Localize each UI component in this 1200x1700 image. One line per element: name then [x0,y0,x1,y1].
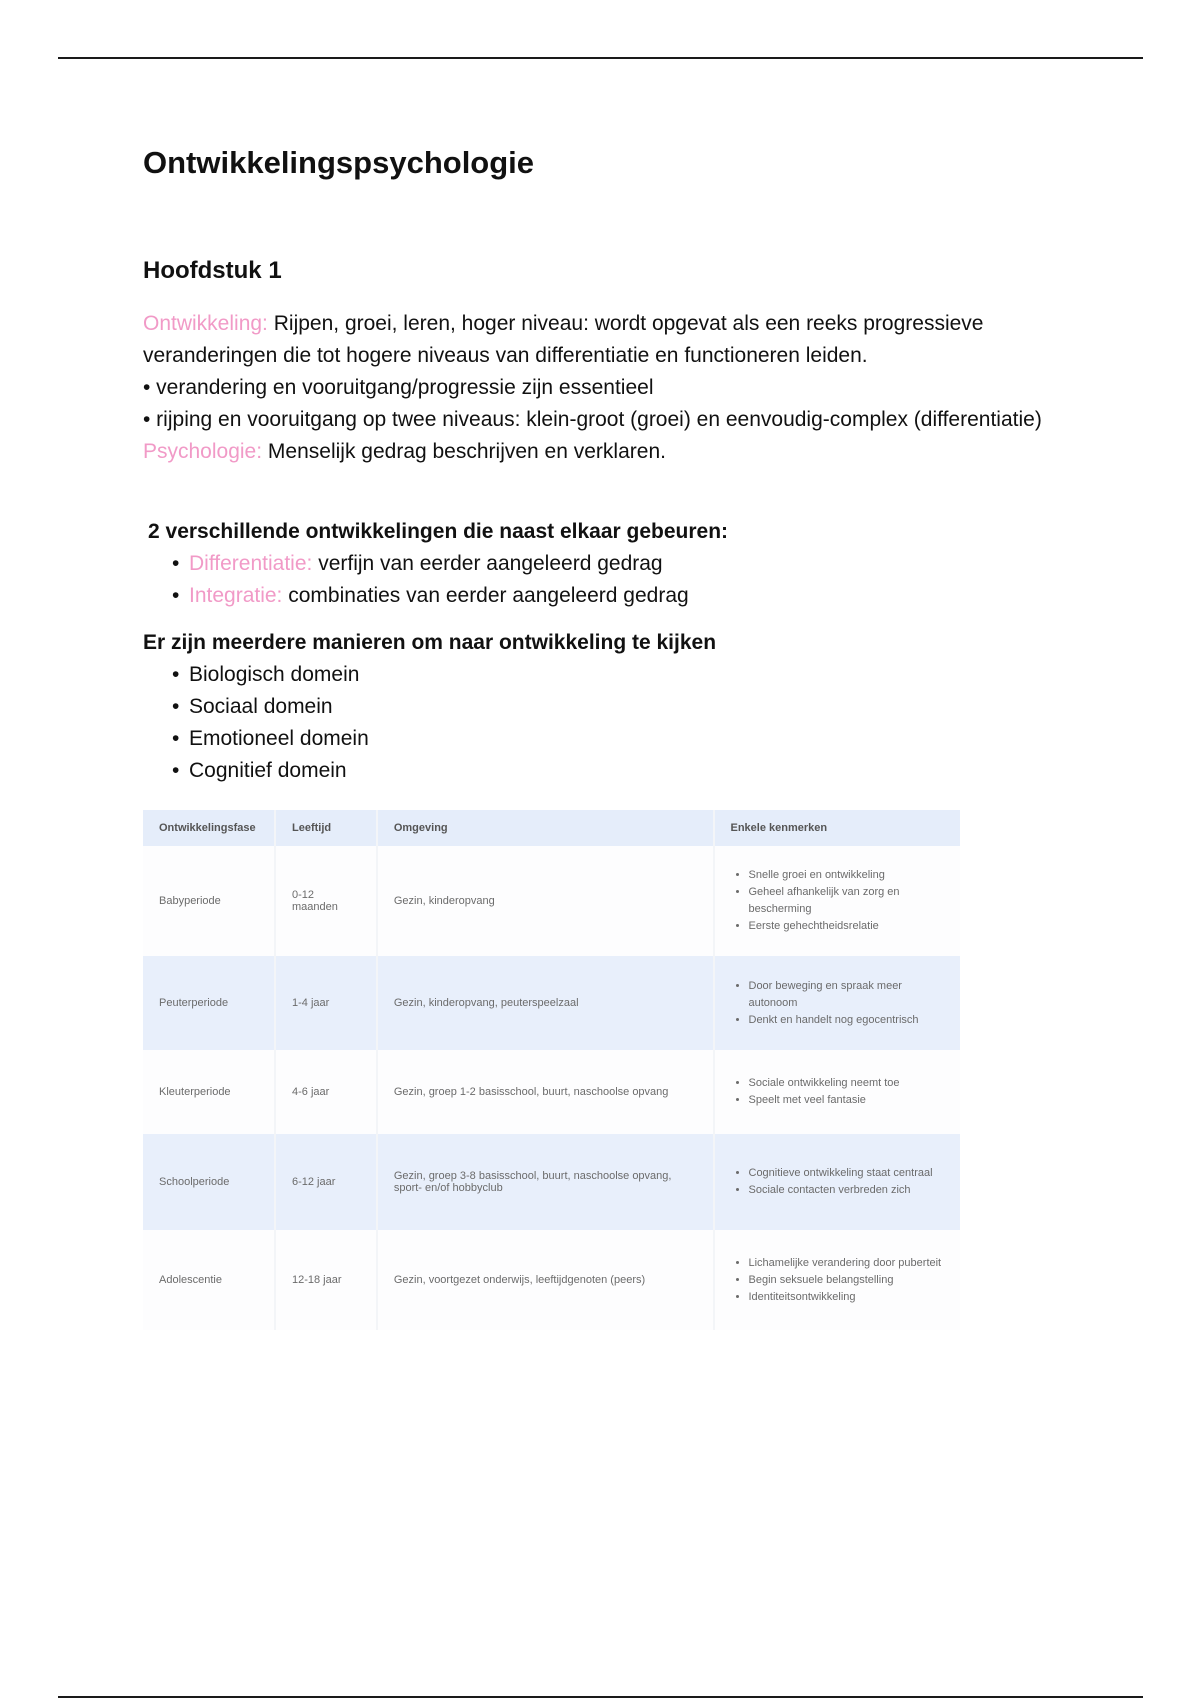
chapter-heading: Hoofdstuk 1 [143,257,282,284]
table-row [143,1230,960,1330]
table-cell-fase: Schoolperiode [143,1134,275,1230]
footer-rule [58,1696,1143,1698]
table-row [143,956,960,1050]
table-cell-omgeving: Gezin, kinderopvang, peuterspeelzaal [377,956,714,1050]
definitions-block [143,308,1043,468]
document-title: Ontwikkelingspsychologie [143,145,535,180]
section-three-heading: Er zijn meerdere manieren om naar ontwikkeling te kijken [143,631,717,654]
table-row [143,1050,960,1134]
kenmerk-item: • Identiteitsontwikkeling [749,1289,945,1306]
table-cell-kenmerken [714,1050,961,1134]
kenmerk-item: • Snelle groei en ontwikkeling [749,867,945,884]
kenmerk-item: • Speelt met veel fantasie [749,1092,945,1109]
list-item-text: combinaties van eerder aangeleerd gedrag [288,584,689,607]
table-cell-leeftijd: 4-6 jaar [275,1050,377,1134]
list-item: • Emotioneel domein [143,723,1043,755]
table-cell-kenmerken [714,1134,961,1230]
table-header-cell: Omgeving [377,810,714,846]
term-psychologie: Psychologie: [143,440,263,463]
table-header-cell: Enkele kenmerken [714,810,961,846]
section-two-developments [143,516,1043,612]
table-cell-fase: Adolescentie [143,1230,275,1330]
definition-bullet: • verandering en vooruitgang/progressie zijn essentieel [143,376,654,399]
list-item: • Sociaal domein [143,691,1043,723]
table-cell-leeftijd: 0-12 maanden [275,846,377,956]
term-integratie: Integratie: [189,584,283,607]
table-cell-leeftijd: 1-4 jaar [275,956,377,1050]
list-item: • Biologisch domein [143,659,1043,691]
section-two-heading: 2 verschillende ontwikkelingen die naast elkaar gebeuren: [148,520,729,543]
development-phases-table [143,810,960,1330]
table-cell-kenmerken [714,1230,961,1330]
table-row [143,1134,960,1230]
kenmerk-item: • Door beweging en spraak meer autonoom [749,978,945,1012]
kenmerk-item: • Denkt en handelt nog egocentrisch [749,1012,945,1029]
table-row [143,846,960,956]
kenmerk-item: • Sociale ontwikkeling neemt toe [749,1075,945,1092]
table-cell-omgeving: Gezin, groep 3-8 basisschool, buurt, naschoolse opvang, sport- en/of hobbyclub [377,1134,714,1230]
table-header-cell: Ontwikkelingsfase [143,810,275,846]
list-item [143,548,1043,580]
table-cell-fase: Peuterperiode [143,956,275,1050]
table-header-cell: Leeftijd [275,810,377,846]
section-domains [143,627,1043,787]
table-cell-omgeving: Gezin, groep 1-2 basisschool, buurt, naschoolse opvang [377,1050,714,1134]
kenmerk-item: • Cognitieve ontwikkeling staat centraal [749,1165,945,1182]
table-cell-leeftijd: 6-12 jaar [275,1134,377,1230]
kenmerk-item: • Begin seksuele belangstelling [749,1272,945,1289]
table-cell-kenmerken [714,846,961,956]
term-ontwikkeling: Ontwikkeling: [143,312,268,335]
section-two-list [143,548,1043,612]
term-differentiatie: Differentiatie: [189,552,313,575]
kenmerk-item: • Geheel afhankelijk van zorg en bescherming [749,884,945,918]
table-cell-fase: Babyperiode [143,846,275,956]
list-item [143,580,1043,612]
list-item-text: verfijn van eerder aangeleerd gedrag [318,552,663,575]
table-cell-fase: Kleuterperiode [143,1050,275,1134]
table-cell-omgeving: Gezin, voortgezet onderwijs, leeftijdgenoten (peers) [377,1230,714,1330]
kenmerk-item: • Eerste gehechtheidsrelatie [749,918,945,935]
kenmerk-item: • Sociale contacten verbreden zich [749,1182,945,1199]
header-rule [58,57,1143,59]
table-cell-omgeving: Gezin, kinderopvang [377,846,714,956]
table-header-row [143,810,960,846]
definition-bullet: • rijping en vooruitgang op twee niveaus: klein-groot (groei) en eenvoudig-complex (differentiatie) [143,408,1042,431]
definition-ontwikkeling [143,308,1043,372]
list-item: • Cognitief domein [143,755,1043,787]
domain-list [143,659,1043,787]
table-cell-leeftijd: 12-18 jaar [275,1230,377,1330]
kenmerk-item: • Lichamelijke verandering door puberteit [749,1255,945,1272]
definition-psychologie [143,436,1043,468]
table-cell-kenmerken [714,956,961,1050]
definition-ontwikkeling-text: Rijpen, groei, leren, hoger niveau: wordt opgevat als een reeks progressieve veranderingen die tot hogere niveaus van differentiatie en functioneren leiden. [143,312,984,367]
definition-psychologie-text: Menselijk gedrag beschrijven en verklaren. [267,440,666,463]
